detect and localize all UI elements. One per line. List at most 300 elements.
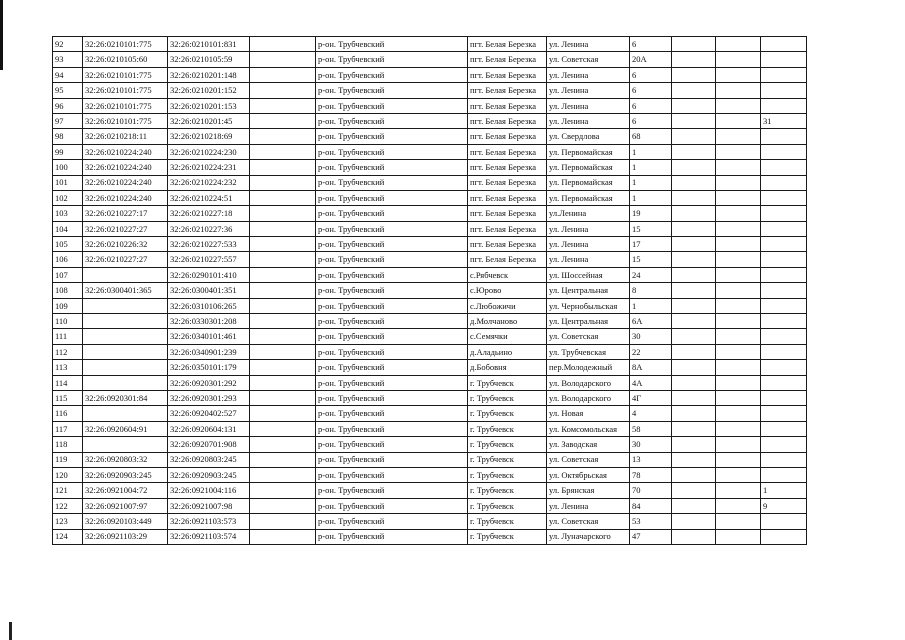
empty-cell bbox=[672, 483, 716, 498]
apartment-cell bbox=[761, 452, 807, 467]
apartment-cell bbox=[761, 98, 807, 113]
table-row bbox=[53, 237, 807, 252]
locality-cell: пгт. Белая Березка bbox=[468, 129, 547, 144]
parent-cadastral-number-cell: 32:26:0210227:27 bbox=[83, 252, 168, 267]
district-cell: р-он. Трубчевский bbox=[316, 175, 468, 190]
house-number-cell: 58 bbox=[630, 421, 672, 436]
street-cell: ул. Володарского bbox=[547, 390, 630, 405]
table-row bbox=[53, 390, 807, 405]
empty-cell bbox=[250, 252, 316, 267]
table-row bbox=[53, 98, 807, 113]
house-number-cell: 30 bbox=[630, 329, 672, 344]
table-row bbox=[53, 113, 807, 128]
empty-cell bbox=[672, 329, 716, 344]
empty-cell bbox=[250, 514, 316, 529]
house-number-cell: 70 bbox=[630, 483, 672, 498]
parent-cadastral-number-cell: 32:26:0921103:29 bbox=[83, 529, 168, 544]
locality-cell: пгт. Белая Березка bbox=[468, 67, 547, 82]
apartment-cell bbox=[761, 129, 807, 144]
cadastral-number-cell: 32:26:0210224:232 bbox=[168, 175, 250, 190]
empty-cell bbox=[672, 144, 716, 159]
locality-cell: г. Трубчевск bbox=[468, 529, 547, 544]
table-row bbox=[53, 206, 807, 221]
row-number-cell: 106 bbox=[53, 252, 83, 267]
empty-cell bbox=[672, 344, 716, 359]
apartment-cell bbox=[761, 237, 807, 252]
empty-cell bbox=[672, 221, 716, 236]
cadastral-number-cell: 32:26:0920402:527 bbox=[168, 406, 250, 421]
table-row bbox=[53, 360, 807, 375]
street-cell: ул. Брянская bbox=[547, 483, 630, 498]
empty-cell bbox=[250, 37, 316, 52]
street-cell: ул. Ленина bbox=[547, 98, 630, 113]
table-row bbox=[53, 406, 807, 421]
cadastral-number-cell: 32:26:0210224:230 bbox=[168, 144, 250, 159]
district-cell: р-он. Трубчевский bbox=[316, 37, 468, 52]
empty-cell bbox=[716, 298, 761, 313]
street-cell: ул. Чернобыльская bbox=[547, 298, 630, 313]
table-row bbox=[53, 221, 807, 236]
empty-cell bbox=[250, 406, 316, 421]
table-row bbox=[53, 37, 807, 52]
row-number-cell: 99 bbox=[53, 144, 83, 159]
district-cell: р-он. Трубчевский bbox=[316, 421, 468, 436]
empty-cell bbox=[716, 329, 761, 344]
street-cell: ул. Луначарского bbox=[547, 529, 630, 544]
locality-cell: г. Трубчевск bbox=[468, 421, 547, 436]
empty-cell bbox=[672, 283, 716, 298]
street-cell: ул. Ленина bbox=[547, 221, 630, 236]
empty-cell bbox=[716, 160, 761, 175]
district-cell: р-он. Трубчевский bbox=[316, 129, 468, 144]
table-row bbox=[53, 175, 807, 190]
empty-cell bbox=[672, 375, 716, 390]
cadastral-number-cell: 32:26:0210201:45 bbox=[168, 113, 250, 128]
cadastral-number-cell: 32:26:0920604:131 bbox=[168, 421, 250, 436]
street-cell: ул. Володарского bbox=[547, 375, 630, 390]
table-row bbox=[53, 252, 807, 267]
house-number-cell: 6 bbox=[630, 113, 672, 128]
locality-cell: д.Бобовня bbox=[468, 360, 547, 375]
empty-cell bbox=[716, 406, 761, 421]
empty-cell bbox=[716, 283, 761, 298]
empty-cell bbox=[716, 390, 761, 405]
table-row bbox=[53, 421, 807, 436]
empty-cell bbox=[250, 329, 316, 344]
row-number-cell: 113 bbox=[53, 360, 83, 375]
empty-cell bbox=[250, 113, 316, 128]
apartment-cell: 9 bbox=[761, 498, 807, 513]
table-row bbox=[53, 267, 807, 282]
empty-cell bbox=[672, 421, 716, 436]
parent-cadastral-number-cell: 32:26:0300401:365 bbox=[83, 283, 168, 298]
district-cell: р-он. Трубчевский bbox=[316, 360, 468, 375]
house-number-cell: 4Г bbox=[630, 390, 672, 405]
locality-cell: с.Семячки bbox=[468, 329, 547, 344]
apartment-cell: 1 bbox=[761, 483, 807, 498]
row-number-cell: 118 bbox=[53, 437, 83, 452]
empty-cell bbox=[672, 498, 716, 513]
page-edge-mark bbox=[0, 0, 3, 70]
empty-cell bbox=[672, 37, 716, 52]
district-cell: р-он. Трубчевский bbox=[316, 252, 468, 267]
district-cell: р-он. Трубчевский bbox=[316, 237, 468, 252]
cadastral-number-cell: 32:26:0210227:18 bbox=[168, 206, 250, 221]
house-number-cell: 1 bbox=[630, 144, 672, 159]
table-row bbox=[53, 375, 807, 390]
table-row bbox=[53, 329, 807, 344]
empty-cell bbox=[716, 206, 761, 221]
district-cell: р-он. Трубчевский bbox=[316, 298, 468, 313]
house-number-cell: 8 bbox=[630, 283, 672, 298]
house-number-cell: 8А bbox=[630, 360, 672, 375]
registry-table bbox=[52, 36, 807, 545]
apartment-cell bbox=[761, 37, 807, 52]
row-number-cell: 108 bbox=[53, 283, 83, 298]
cadastral-number-cell: 32:26:0290101:410 bbox=[168, 267, 250, 282]
street-cell: ул. Комсомольская bbox=[547, 421, 630, 436]
row-number-cell: 92 bbox=[53, 37, 83, 52]
apartment-cell bbox=[761, 421, 807, 436]
cadastral-number-cell: 32:26:0921007:98 bbox=[168, 498, 250, 513]
apartment-cell bbox=[761, 175, 807, 190]
table-row bbox=[53, 52, 807, 67]
empty-cell bbox=[672, 190, 716, 205]
cadastral-number-cell: 32:26:0210224:231 bbox=[168, 160, 250, 175]
empty-cell bbox=[716, 113, 761, 128]
locality-cell: г. Трубчевск bbox=[468, 437, 547, 452]
parent-cadastral-number-cell: 32:26:0210226:32 bbox=[83, 237, 168, 252]
empty-cell bbox=[716, 98, 761, 113]
apartment-cell bbox=[761, 314, 807, 329]
parent-cadastral-number-cell: 32:26:0210101:775 bbox=[83, 83, 168, 98]
district-cell: р-он. Трубчевский bbox=[316, 206, 468, 221]
house-number-cell: 6А bbox=[630, 314, 672, 329]
empty-cell bbox=[250, 483, 316, 498]
empty-cell bbox=[672, 98, 716, 113]
table-row bbox=[53, 344, 807, 359]
empty-cell bbox=[672, 529, 716, 544]
street-cell: ул. Заводская bbox=[547, 437, 630, 452]
house-number-cell: 30 bbox=[630, 437, 672, 452]
row-number-cell: 122 bbox=[53, 498, 83, 513]
empty-cell bbox=[672, 252, 716, 267]
parent-cadastral-number-cell bbox=[83, 267, 168, 282]
empty-cell bbox=[250, 129, 316, 144]
empty-cell bbox=[672, 437, 716, 452]
parent-cadastral-number-cell: 32:26:0210227:17 bbox=[83, 206, 168, 221]
house-number-cell: 47 bbox=[630, 529, 672, 544]
empty-cell bbox=[672, 514, 716, 529]
locality-cell: пгт. Белая Березка bbox=[468, 83, 547, 98]
apartment-cell bbox=[761, 360, 807, 375]
house-number-cell: 6 bbox=[630, 83, 672, 98]
house-number-cell: 78 bbox=[630, 467, 672, 482]
apartment-cell: 31 bbox=[761, 113, 807, 128]
empty-cell bbox=[672, 52, 716, 67]
district-cell: р-он. Трубчевский bbox=[316, 144, 468, 159]
row-number-cell: 123 bbox=[53, 514, 83, 529]
house-number-cell: 53 bbox=[630, 514, 672, 529]
street-cell: ул. Ленина bbox=[547, 37, 630, 52]
empty-cell bbox=[672, 67, 716, 82]
apartment-cell bbox=[761, 375, 807, 390]
street-cell: ул. Первомайская bbox=[547, 190, 630, 205]
parent-cadastral-number-cell: 32:26:0920604:91 bbox=[83, 421, 168, 436]
locality-cell: пгт. Белая Березка bbox=[468, 144, 547, 159]
apartment-cell bbox=[761, 52, 807, 67]
row-number-cell: 114 bbox=[53, 375, 83, 390]
house-number-cell: 24 bbox=[630, 267, 672, 282]
house-number-cell: 1 bbox=[630, 175, 672, 190]
empty-cell bbox=[250, 314, 316, 329]
table-row bbox=[53, 67, 807, 82]
empty-cell bbox=[716, 67, 761, 82]
apartment-cell bbox=[761, 206, 807, 221]
empty-cell bbox=[672, 113, 716, 128]
apartment-cell bbox=[761, 467, 807, 482]
empty-cell bbox=[716, 83, 761, 98]
empty-cell bbox=[250, 452, 316, 467]
empty-cell bbox=[672, 452, 716, 467]
empty-cell bbox=[672, 237, 716, 252]
cadastral-number-cell: 32:26:0210201:148 bbox=[168, 67, 250, 82]
cadastral-number-cell: 32:26:0210105:59 bbox=[168, 52, 250, 67]
empty-cell bbox=[716, 314, 761, 329]
parent-cadastral-number-cell: 32:26:0210224:240 bbox=[83, 175, 168, 190]
apartment-cell bbox=[761, 267, 807, 282]
empty-cell bbox=[716, 190, 761, 205]
apartment-cell bbox=[761, 344, 807, 359]
district-cell: р-он. Трубчевский bbox=[316, 283, 468, 298]
empty-cell bbox=[672, 298, 716, 313]
district-cell: р-он. Трубчевский bbox=[316, 344, 468, 359]
street-cell: ул. Ленина bbox=[547, 498, 630, 513]
district-cell: р-он. Трубчевский bbox=[316, 52, 468, 67]
cadastral-number-cell: 32:26:0210227:36 bbox=[168, 221, 250, 236]
row-number-cell: 104 bbox=[53, 221, 83, 236]
table-row bbox=[53, 498, 807, 513]
cadastral-number-cell: 32:26:0300401:351 bbox=[168, 283, 250, 298]
locality-cell: пгт. Белая Березка bbox=[468, 98, 547, 113]
empty-cell bbox=[716, 144, 761, 159]
apartment-cell bbox=[761, 160, 807, 175]
cadastral-number-cell: 32:26:0210224:51 bbox=[168, 190, 250, 205]
cadastral-number-cell: 32:26:0210101:831 bbox=[168, 37, 250, 52]
cadastral-number-cell: 32:26:0210218:69 bbox=[168, 129, 250, 144]
empty-cell bbox=[672, 390, 716, 405]
street-cell: ул. Свердлова bbox=[547, 129, 630, 144]
cadastral-number-cell: 32:26:0921103:574 bbox=[168, 529, 250, 544]
locality-cell: г. Трубчевск bbox=[468, 406, 547, 421]
empty-cell bbox=[250, 467, 316, 482]
empty-cell bbox=[672, 160, 716, 175]
parent-cadastral-number-cell bbox=[83, 314, 168, 329]
street-cell: ул. Ленина bbox=[547, 237, 630, 252]
row-number-cell: 100 bbox=[53, 160, 83, 175]
apartment-cell bbox=[761, 329, 807, 344]
street-cell: пер.Молодежный bbox=[547, 360, 630, 375]
street-cell: ул. Первомайская bbox=[547, 160, 630, 175]
cadastral-number-cell: 32:26:0330301:208 bbox=[168, 314, 250, 329]
row-number-cell: 111 bbox=[53, 329, 83, 344]
locality-cell: с.Юрово bbox=[468, 283, 547, 298]
cadastral-number-cell: 32:26:0210227:533 bbox=[168, 237, 250, 252]
house-number-cell: 1 bbox=[630, 190, 672, 205]
street-cell: ул. Шоссейная bbox=[547, 267, 630, 282]
house-number-cell: 4А bbox=[630, 375, 672, 390]
apartment-cell bbox=[761, 252, 807, 267]
street-cell: ул. Ленина bbox=[547, 67, 630, 82]
empty-cell bbox=[716, 360, 761, 375]
empty-cell bbox=[716, 498, 761, 513]
empty-cell bbox=[250, 98, 316, 113]
table-row bbox=[53, 467, 807, 482]
street-cell: ул.Ленина bbox=[547, 206, 630, 221]
apartment-cell bbox=[761, 221, 807, 236]
table-row bbox=[53, 437, 807, 452]
parent-cadastral-number-cell: 32:26:0921007:97 bbox=[83, 498, 168, 513]
empty-cell bbox=[250, 206, 316, 221]
row-number-cell: 95 bbox=[53, 83, 83, 98]
locality-cell: г. Трубчевск bbox=[468, 483, 547, 498]
empty-cell bbox=[250, 283, 316, 298]
empty-cell bbox=[716, 237, 761, 252]
district-cell: р-он. Трубчевский bbox=[316, 83, 468, 98]
locality-cell: д.Молчаново bbox=[468, 314, 547, 329]
empty-cell bbox=[250, 237, 316, 252]
house-number-cell: 1 bbox=[630, 160, 672, 175]
locality-cell: пгт. Белая Березка bbox=[468, 113, 547, 128]
row-number-cell: 94 bbox=[53, 67, 83, 82]
locality-cell: пгт. Белая Березка bbox=[468, 190, 547, 205]
street-cell: ул. Ленина bbox=[547, 83, 630, 98]
table-row bbox=[53, 190, 807, 205]
house-number-cell: 22 bbox=[630, 344, 672, 359]
empty-cell bbox=[250, 298, 316, 313]
district-cell: р-он. Трубчевский bbox=[316, 160, 468, 175]
row-number-cell: 105 bbox=[53, 237, 83, 252]
table-row bbox=[53, 514, 807, 529]
street-cell: ул. Центральная bbox=[547, 314, 630, 329]
house-number-cell: 13 bbox=[630, 452, 672, 467]
parent-cadastral-number-cell: 32:26:0210101:775 bbox=[83, 98, 168, 113]
empty-cell bbox=[250, 52, 316, 67]
district-cell: р-он. Трубчевский bbox=[316, 452, 468, 467]
empty-cell bbox=[716, 221, 761, 236]
empty-cell bbox=[250, 498, 316, 513]
row-number-cell: 121 bbox=[53, 483, 83, 498]
apartment-cell bbox=[761, 390, 807, 405]
empty-cell bbox=[672, 314, 716, 329]
cadastral-number-cell: 32:26:0921103:573 bbox=[168, 514, 250, 529]
district-cell: р-он. Трубчевский bbox=[316, 329, 468, 344]
apartment-cell bbox=[761, 190, 807, 205]
parent-cadastral-number-cell: 32:26:0210224:240 bbox=[83, 190, 168, 205]
locality-cell: г. Трубчевск bbox=[468, 390, 547, 405]
empty-cell bbox=[250, 344, 316, 359]
apartment-cell bbox=[761, 437, 807, 452]
page-edge-mark-bottom bbox=[9, 622, 12, 640]
house-number-cell: 20А bbox=[630, 52, 672, 67]
empty-cell bbox=[716, 437, 761, 452]
district-cell: р-он. Трубчевский bbox=[316, 190, 468, 205]
locality-cell: г. Трубчевск bbox=[468, 498, 547, 513]
locality-cell: пгт. Белая Березка bbox=[468, 221, 547, 236]
parent-cadastral-number-cell: 32:26:0210101:775 bbox=[83, 67, 168, 82]
parent-cadastral-number-cell bbox=[83, 298, 168, 313]
locality-cell: пгт. Белая Березка bbox=[468, 206, 547, 221]
house-number-cell: 84 bbox=[630, 498, 672, 513]
row-number-cell: 102 bbox=[53, 190, 83, 205]
row-number-cell: 117 bbox=[53, 421, 83, 436]
cadastral-number-cell: 32:26:0210201:153 bbox=[168, 98, 250, 113]
empty-cell bbox=[716, 129, 761, 144]
street-cell: ул. Центральная bbox=[547, 283, 630, 298]
house-number-cell: 15 bbox=[630, 252, 672, 267]
district-cell: р-он. Трубчевский bbox=[316, 375, 468, 390]
street-cell: ул. Советская bbox=[547, 52, 630, 67]
district-cell: р-он. Трубчевский bbox=[316, 437, 468, 452]
house-number-cell: 68 bbox=[630, 129, 672, 144]
row-number-cell: 120 bbox=[53, 467, 83, 482]
cadastral-number-cell: 32:26:0920301:292 bbox=[168, 375, 250, 390]
table-row bbox=[53, 129, 807, 144]
street-cell: ул. Ленина bbox=[547, 113, 630, 128]
empty-cell bbox=[250, 67, 316, 82]
row-number-cell: 124 bbox=[53, 529, 83, 544]
street-cell: ул. Первомайская bbox=[547, 144, 630, 159]
cadastral-number-cell: 32:26:0310106:265 bbox=[168, 298, 250, 313]
house-number-cell: 15 bbox=[630, 221, 672, 236]
district-cell: р-он. Трубчевский bbox=[316, 113, 468, 128]
table-row bbox=[53, 452, 807, 467]
street-cell: ул. Октябрьская bbox=[547, 467, 630, 482]
apartment-cell bbox=[761, 514, 807, 529]
parent-cadastral-number-cell: 32:26:0920803:32 bbox=[83, 452, 168, 467]
parent-cadastral-number-cell bbox=[83, 437, 168, 452]
locality-cell: г. Трубчевск bbox=[468, 467, 547, 482]
cadastral-number-cell: 32:26:0920903:245 bbox=[168, 467, 250, 482]
empty-cell bbox=[672, 360, 716, 375]
district-cell: р-он. Трубчевский bbox=[316, 467, 468, 482]
row-number-cell: 110 bbox=[53, 314, 83, 329]
parent-cadastral-number-cell: 32:26:0210101:775 bbox=[83, 37, 168, 52]
empty-cell bbox=[250, 267, 316, 282]
cadastral-number-cell: 32:26:0920701:908 bbox=[168, 437, 250, 452]
empty-cell bbox=[716, 514, 761, 529]
empty-cell bbox=[716, 483, 761, 498]
parent-cadastral-number-cell: 32:26:0920301:84 bbox=[83, 390, 168, 405]
empty-cell bbox=[672, 83, 716, 98]
street-cell: ул. Советская bbox=[547, 452, 630, 467]
cadastral-number-cell: 32:26:0920803:245 bbox=[168, 452, 250, 467]
table-row bbox=[53, 160, 807, 175]
empty-cell bbox=[250, 160, 316, 175]
district-cell: р-он. Трубчевский bbox=[316, 98, 468, 113]
house-number-cell: 6 bbox=[630, 37, 672, 52]
locality-cell: пгт. Белая Березка bbox=[468, 160, 547, 175]
locality-cell: пгт. Белая Березка bbox=[468, 252, 547, 267]
apartment-cell bbox=[761, 144, 807, 159]
row-number-cell: 97 bbox=[53, 113, 83, 128]
cadastral-number-cell: 32:26:0920301:293 bbox=[168, 390, 250, 405]
district-cell: р-он. Трубчевский bbox=[316, 67, 468, 82]
table-row bbox=[53, 529, 807, 544]
row-number-cell: 119 bbox=[53, 452, 83, 467]
row-number-cell: 109 bbox=[53, 298, 83, 313]
parent-cadastral-number-cell: 32:26:0210218:11 bbox=[83, 129, 168, 144]
